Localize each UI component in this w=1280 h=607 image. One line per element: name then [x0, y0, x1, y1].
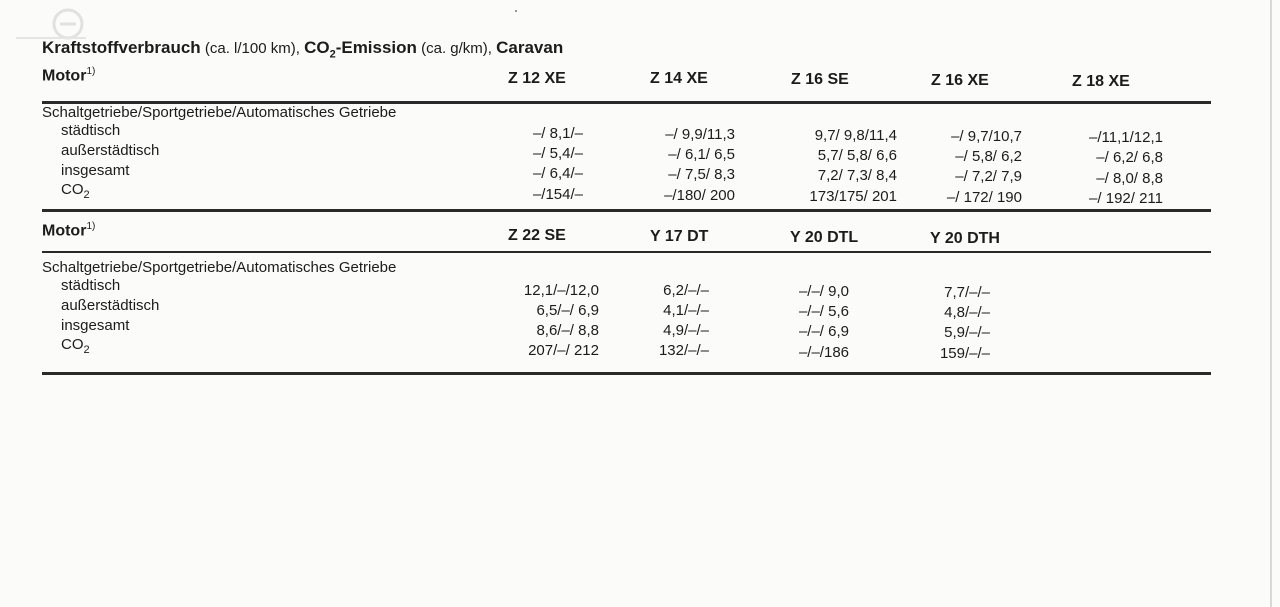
table-cell: –/–/ 9,0	[798, 283, 849, 300]
table-cell: –/154/–	[532, 186, 583, 203]
engine-code: Y 17 DT	[650, 228, 709, 245]
table-cell: 207/–/ 212	[528, 342, 599, 359]
table-cell: 8,6/–/ 8,8	[536, 322, 599, 339]
row-label: insgesamt	[61, 317, 130, 334]
engine-code: Y 20 DTL	[790, 229, 859, 246]
table-cell: –/–/ 5,6	[798, 303, 849, 320]
table-cell: 132/–/–	[658, 342, 709, 359]
row-label: insgesamt	[61, 162, 130, 179]
transmission-group-label: Schaltgetriebe/Sportgetriebe/Automatisches Getriebe	[42, 259, 397, 276]
table-cell: –/ 6,2/ 6,8	[1096, 149, 1163, 166]
table-cell: 4,8/–/–	[944, 304, 990, 321]
table-cell: –/ 9,9/11,3	[665, 126, 735, 143]
engine-code: Z 16 XE	[931, 72, 989, 89]
table-cell: –/ 192/ 211	[1089, 190, 1163, 207]
table-cell: 7,7/–/–	[944, 284, 990, 301]
table-cell: –/–/ 6,9	[798, 323, 849, 340]
title-co2-unit: (ca. g/km),	[416, 40, 497, 57]
table-cell: –/ 7,5/ 8,3	[668, 166, 735, 183]
table-cell: –/ 5,8/ 6,2	[955, 148, 1022, 165]
row-label: städtisch	[61, 122, 121, 139]
row-label: $CO_2$	[61, 181, 90, 201]
table-cell: 159/–/–	[939, 345, 990, 362]
table-cell: 6,5/–/ 6,9	[536, 302, 599, 319]
title-fuel-unit: (ca. l/100 km),	[200, 40, 305, 57]
table-cell: 9,7/ 9,8/11,4	[814, 127, 897, 144]
table-cell: 5,7/ 5,8/ 6,6	[817, 147, 897, 164]
motor-header: Motor$^{1)}$	[42, 66, 96, 85]
table-cell: –/ 6,1/ 6,5	[668, 146, 735, 163]
table-cell: 173/175/ 201	[809, 188, 897, 205]
table-cell: –/–/186	[798, 344, 849, 361]
engine-code: Z 22 SE	[508, 227, 566, 244]
engine-code: Z 14 XE	[650, 70, 708, 87]
speck	[515, 10, 517, 12]
motor-header: Motor$^{1)}$	[42, 221, 96, 240]
table-cell: –/ 8,0/ 8,8	[1096, 170, 1163, 187]
title-caravan: Caravan	[496, 38, 564, 57]
transmission-group-label: Schaltgetriebe/Sportgetriebe/Automatisches Getriebe	[42, 104, 397, 121]
table-cell: –/ 9,7/10,7	[951, 128, 1022, 145]
table-cell: –/11,1/12,1	[1089, 129, 1163, 146]
page-edge	[1270, 0, 1272, 607]
table-rule	[42, 209, 1211, 212]
table-cell: –/ 8,1/–	[532, 125, 583, 142]
table-rule	[42, 372, 1211, 375]
table-cell: 5,9/–/–	[944, 324, 990, 341]
table-cell: –/ 5,4/–	[532, 145, 583, 162]
engine-code: Z 16 SE	[791, 71, 849, 88]
table-cell: –/180/ 200	[664, 187, 735, 204]
engine-code: Y 20 DTH	[930, 230, 1000, 247]
table-cell: –/ 6,4/–	[532, 165, 583, 182]
table-cell: 6,2/–/–	[663, 282, 709, 299]
table-cell: 12,1/–/12,0	[523, 282, 599, 299]
title-co2: $CO_2$-Emission	[304, 38, 417, 61]
engine-code: Z 18 XE	[1072, 73, 1130, 90]
engine-code: Z 12 XE	[508, 70, 566, 87]
table-cell: –/ 172/ 190	[946, 189, 1022, 206]
table-cell: –/ 7,2/ 7,9	[955, 168, 1022, 185]
page-title	[42, 38, 563, 60]
table-cell: 4,1/–/–	[663, 302, 709, 319]
row-label: $CO_2$	[61, 336, 90, 356]
table-rule	[42, 251, 1211, 253]
row-label: außerstädtisch	[61, 297, 160, 314]
table-cell: 7,2/ 7,3/ 8,4	[817, 167, 897, 184]
row-label: städtisch	[61, 277, 121, 294]
row-label: außerstädtisch	[61, 142, 160, 159]
table-cell: 4,9/–/–	[663, 322, 709, 339]
title-fuel: Kraftstoffverbrauch	[42, 38, 201, 57]
